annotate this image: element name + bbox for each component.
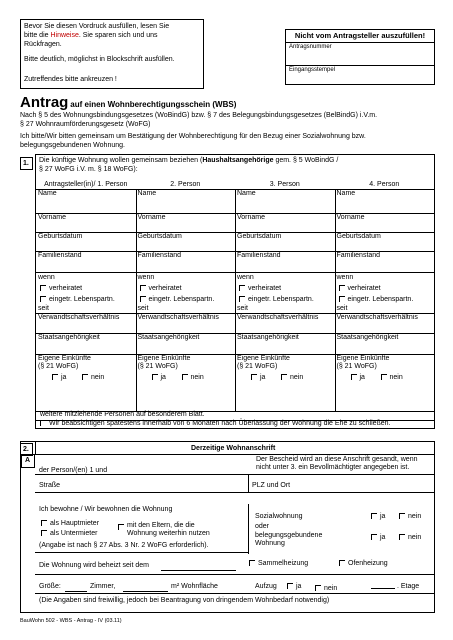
strasse-field[interactable]: Straße	[39, 482, 61, 489]
etage-label: . Etage	[397, 583, 420, 590]
hinweise-link[interactable]: Hinweise	[50, 32, 79, 39]
notice-line4: Bitte deutlich, möglichst in Blockschrift ausfüllen.	[24, 56, 175, 63]
name-field[interactable]: Name	[237, 190, 256, 197]
section2-box	[20, 441, 435, 613]
office-box	[285, 29, 435, 85]
einkuenfte-ja[interactable]: ja	[251, 374, 265, 382]
section1-box	[35, 154, 435, 429]
plz-ort-field[interactable]: PLZ und Ort	[252, 482, 291, 489]
bescheid-line1: Der Bescheid wird an diese Anschrift gesandt, wenn	[256, 456, 418, 463]
request-line1: Ich bitte/Wir bitten gemeinsam um Bestätigung der Wohnberechtigung für den Bezug einer Sozialwohnung bzw.	[20, 133, 366, 140]
hauptmieter-option[interactable]: als Hauptmieter	[41, 520, 99, 528]
verwandt-field[interactable]: Verwandtschaftsverhältnis	[336, 314, 418, 321]
geburtsdatum-field[interactable]: Geburtsdatum	[237, 233, 282, 240]
person-label: der Person/(en) 1 und	[39, 467, 108, 474]
familienstand-field[interactable]: Familienstand	[237, 252, 281, 259]
section1-intro: Die künftige Wohnung wollen gemeinsam beziehen (Haushaltsangehörige gem. § 5 WoBindG /	[39, 157, 339, 164]
beleg-nein[interactable]: nein	[399, 534, 421, 542]
section2-title: Derzeitige Wohnanschrift	[191, 445, 276, 452]
wenn-label: wenn	[38, 274, 55, 281]
beleg-label: belegungsgebundene Wohnung	[255, 532, 323, 548]
bewohne-label: Ich bewohne / Wir bewohnen die Wohnung	[39, 506, 173, 513]
einkuenfte-label: Eigene Einkünfte (§ 21 WoFG)	[38, 355, 91, 371]
sozialwohnung-label: Sozialwohnung	[255, 513, 303, 520]
einkuenfte-ja[interactable]: ja	[351, 374, 365, 382]
ehe-checkbox-row[interactable]	[40, 420, 391, 428]
staat-field[interactable]: Staatsangehörigkeit	[237, 334, 299, 341]
beheizt-label: Die Wohnung wird beheizt seit dem	[39, 562, 149, 569]
page-title: Antrag auf einen Wohnberechtigungsschein (WBS)	[20, 94, 237, 111]
eingangsstempel-label: Eingangsstempel	[289, 67, 336, 73]
notice-box	[20, 19, 204, 89]
antragsnummer-label: Antragsnummer	[289, 44, 332, 50]
einkuenfte-label: Eigene Einkünfte (§ 21 WoFG)	[336, 355, 390, 371]
vorname-field[interactable]: Vorname	[336, 214, 365, 221]
request-line2: belegungsgebundenen Wohnung.	[20, 142, 125, 149]
staat-field[interactable]: Staatsangehörigkeit	[336, 334, 399, 341]
oder-label: oder	[255, 523, 270, 530]
ehe-label: Wir beabsichtigen spätestens innerhalb von 6 Monaten nach Überlassung der Wohnung die Ehe zu schließen.	[49, 420, 391, 427]
einkuenfte-nein[interactable]: nein	[182, 374, 204, 382]
office-title: Nicht vom Antragsteller auszufüllen!	[294, 31, 426, 40]
person-column-4	[335, 181, 435, 411]
geburtsdatum-field[interactable]: Geburtsdatum	[38, 233, 83, 240]
legal-line1: Nach § 5 des Wohnungsbindungsgesetzes (WoBindG) bzw. § 7 des Belegungsbindungsgesetzes (BelBindG) i.V.m.	[20, 112, 378, 119]
verwandt-field[interactable]: Verwandtschaftsverhältnis	[38, 314, 120, 321]
section2-number: 2.	[20, 443, 33, 456]
persons-table	[36, 181, 434, 411]
notice-line1: Bevor Sie diesen Vordruck ausfüllen, lesen Sie	[24, 23, 170, 30]
aufzug-ja[interactable]: ja	[287, 583, 301, 591]
bescheid-line2: nicht unter 3. ein Bevollmächtigter angegeben ist.	[256, 464, 410, 471]
notice-line2: bitte die Hinweise. Sie sparen sich und uns	[24, 32, 158, 39]
wohnflaeche-label: m² Wohnfläche	[171, 583, 218, 590]
seit-label: seit	[137, 305, 149, 312]
eltern-option[interactable]: mit den Eltern, die die Wohnung weiterhin nutzen	[118, 522, 210, 538]
vorname-field[interactable]: Vorname	[137, 214, 166, 221]
groesse-label: Größe:	[39, 583, 61, 590]
person-column-1	[36, 181, 136, 411]
zimmer-label: Zimmer,	[90, 583, 116, 590]
notice-line5: Zutreffendes bitte ankreuzen !	[24, 76, 117, 83]
seit-label: seit	[237, 305, 248, 312]
eingetr-option[interactable]: eingetr. Lebenspartn.	[339, 296, 414, 304]
column-header: 2. Person	[170, 181, 201, 188]
familienstand-field[interactable]: Familienstand	[137, 252, 182, 259]
section1-intro2: § 27 WoFG i.V. m. § 18 WoFG):	[39, 166, 138, 173]
weitere-note: weitere mitziehende Personen auf besonderem Blatt.	[40, 411, 205, 418]
wenn-label: wenn	[237, 274, 254, 281]
sozial-nein[interactable]: nein	[399, 513, 421, 521]
name-field[interactable]: Name	[38, 190, 57, 197]
verwandt-field[interactable]: Verwandtschaftsverhältnis	[137, 314, 219, 321]
ehe-checkbox[interactable]	[40, 420, 46, 426]
aufzug-nein[interactable]: nein	[315, 585, 337, 593]
section-a-label: A	[25, 457, 31, 464]
wenn-label: wenn	[336, 274, 354, 281]
seit-label: seit	[38, 305, 49, 312]
einkuenfte-label: Eigene Einkünfte (§ 21 WoFG)	[137, 355, 191, 371]
footer-code: BauWohn 502 - WBS - Antrag - IV (03.11)	[20, 618, 122, 624]
person-column-2	[136, 181, 236, 411]
sammelheizung-option[interactable]: Sammelheizung	[249, 560, 308, 568]
seit-label: seit	[336, 305, 348, 312]
einkuenfte-label: Eigene Einkünfte (§ 21 WoFG)	[237, 355, 290, 371]
sozial-ja[interactable]: ja	[371, 513, 385, 521]
geburtsdatum-field[interactable]: Geburtsdatum	[137, 233, 182, 240]
person-column-3	[235, 181, 335, 411]
vorname-field[interactable]: Vorname	[38, 214, 67, 221]
column-header: 3. Person	[269, 181, 300, 188]
untermieter-option[interactable]: als Untermieter	[41, 530, 97, 538]
familienstand-field[interactable]: Familienstand	[336, 252, 381, 259]
geburtsdatum-field[interactable]: Geburtsdatum	[336, 233, 381, 240]
einkuenfte-ja[interactable]: ja	[52, 374, 66, 382]
verheiratet-option[interactable]: verheiratet	[40, 285, 82, 293]
verheiratet-option[interactable]: verheiratet	[339, 285, 381, 293]
einkuenfte-nein[interactable]: nein	[381, 374, 403, 382]
legal-line2: § 27 Wohnraumförderungsgesetz (WoFG)	[20, 121, 151, 128]
column-header: 4. Person	[369, 181, 400, 188]
eingetr-option[interactable]: eingetr. Lebenspartn.	[239, 296, 314, 304]
einkuenfte-ja[interactable]: ja	[152, 374, 166, 382]
beleg-ja[interactable]: ja	[371, 534, 385, 542]
angabe-note: (Angabe ist nach § 27 Abs. 3 Nr. 2 WoFG erforderlich).	[39, 542, 209, 549]
staat-field[interactable]: Staatsangehörigkeit	[38, 334, 100, 341]
column-header: Antragsteller(in)/ 1. Person	[44, 181, 128, 188]
verwandt-field[interactable]: Verwandtschaftsverhältnis	[237, 314, 319, 321]
staat-field[interactable]: Staatsangehörigkeit	[137, 334, 200, 341]
name-field[interactable]: Name	[336, 190, 356, 197]
section1-number: 1.	[20, 157, 33, 170]
einkuenfte-nein[interactable]: nein	[281, 374, 303, 382]
freiwillig-note: (Die Angaben sind freiwillig, jedoch bei Beantragung von dringendem Wohnbedarf notwendig)	[39, 597, 330, 604]
eingetr-option[interactable]: eingetr. Lebenspartn.	[140, 296, 215, 304]
wenn-label: wenn	[137, 274, 155, 281]
vorname-field[interactable]: Vorname	[237, 214, 266, 221]
einkuenfte-nein[interactable]: nein	[82, 374, 104, 382]
verheiratet-option[interactable]: verheiratet	[239, 285, 281, 293]
name-field[interactable]: Name	[137, 190, 157, 197]
aufzug-label: Aufzug	[255, 583, 277, 590]
verheiratet-option[interactable]: verheiratet	[140, 285, 182, 293]
ofenheizung-option[interactable]: Ofenheizung	[339, 560, 388, 568]
eingetr-option[interactable]: eingetr. Lebenspartn.	[40, 296, 115, 304]
familienstand-field[interactable]: Familienstand	[38, 252, 82, 259]
notice-line3: Rückfragen.	[24, 41, 62, 48]
